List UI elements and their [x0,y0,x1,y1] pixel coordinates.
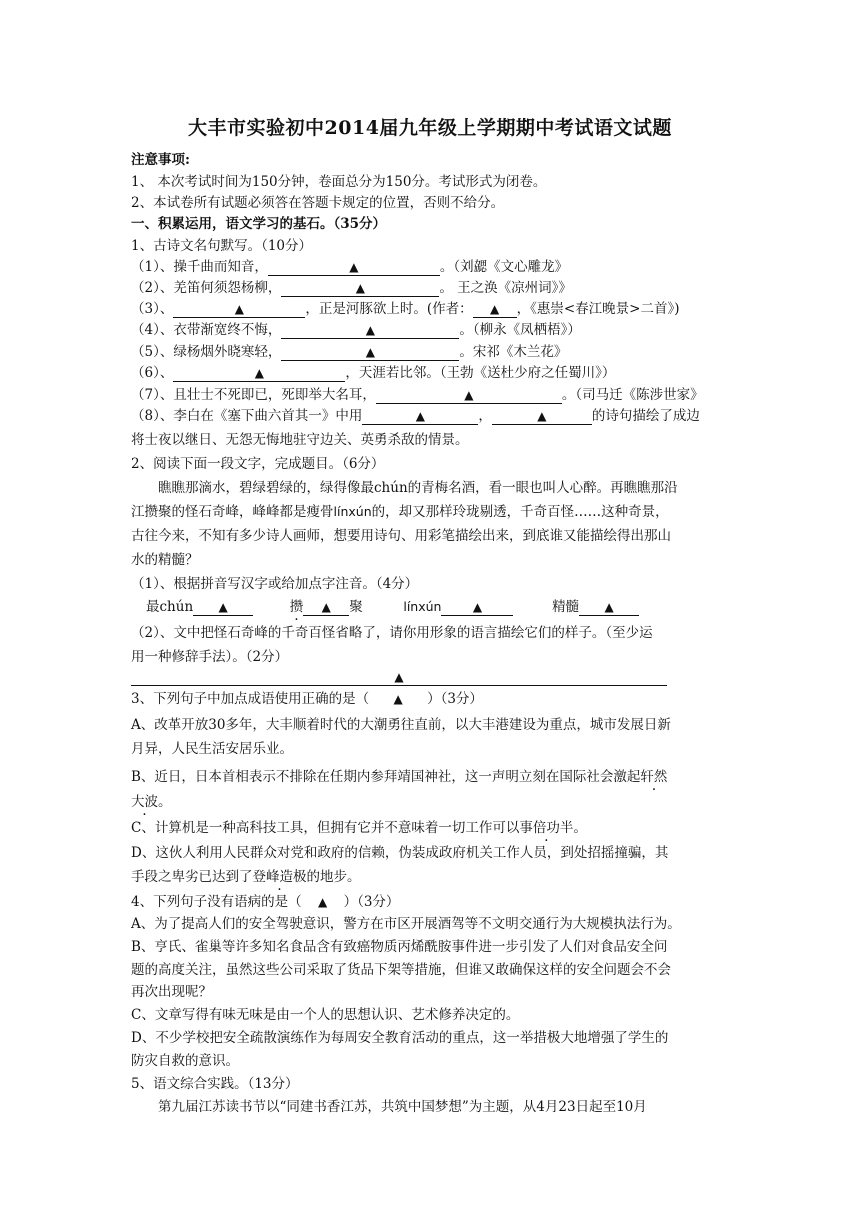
q1-line-8-cont: 将士夜以继日、无怨无悔地驻守边关、英勇杀敌的情景。 [131,432,469,448]
notice-item-1: 1、 本次考试时间为150分钟，卷面总分为150分。考试形式为闭卷。 [131,174,547,190]
q3-option-a-cont: 月异，人民生活安居乐业。 [131,741,293,757]
answer-blank[interactable]: ▲ [579,599,639,616]
q2-fill-row [146,598,639,616]
fill-item-2: 攒 ▲ 聚 [289,599,363,615]
answer-blank[interactable]: ▲ [268,259,440,276]
answer-blank[interactable]: ▲ [473,301,517,318]
q3-option-b: B、近日，日本首相表示不排除在任期内参拜靖国神社，这一声明立刻在国际社会激起轩然 [131,769,668,785]
notice-item-2: 2、本试卷所有试题必须答在答题卡规定的位置，否则不给分。 [131,195,505,211]
q1-heading: 1、古诗文名句默写。（10分） [131,238,313,254]
q5-passage-line-1: 第九届江苏读书节以“同建书香江苏，共筑中国梦想”为主题，从4月23日起至10月 [158,1099,647,1115]
q2-sub-2-cont: 用一种修辞手法）。（2分） [131,649,289,665]
q2-heading: 2、阅读下面一段文字，完成题目。（6分） [131,456,385,472]
q4-option-b-cont-2: 再次出现呢？ [131,984,212,1000]
answer-blank[interactable]: ▲ [131,669,667,686]
answer-blank[interactable]: ▲ [173,365,345,382]
q2-sub-2: （2）、文中把怪石奇峰的千奇百怪省略了，请你用形象的语言描绘它们的样子。（至少运 [131,625,653,641]
q4-option-b-cont-1: 题的高度关注，虽然这些公司采取了货品下架等措施，但谁又敢确保这样的安全问题会不会 [131,962,671,978]
answer-blank[interactable]: ▲ [362,408,478,425]
q3-option-a: A、改革开放30多年，大丰顺着时代的大潮勇往直前，以大丰港建设为重点，城市发展日新 [131,717,671,733]
q2-passage-line-3: 古往今来，不知有多少诗人画师，想要用诗句、用彩笔描绘出来，到底谁又能描绘得出那山 [131,528,671,544]
q4-heading: 4、下列句子没有语病的是（ ▲ ）（3分） [131,894,400,910]
q2-answer-line [131,668,667,686]
q1-line-4: （4）、衣带渐宽终不悔， ▲ 。（柳永《凤栖梧》） [131,322,581,338]
answer-blank[interactable]: ▲ [281,322,459,339]
q2-passage-line-2: 江攒聚的怪石奇峰，峰峰都是瘦骨línxún的，却又那样玲珑剔透，千奇百怪……这种奇景， [131,504,669,520]
q1-line-2: （2）、羌笛何须怨杨柳， ▲ 。 王之涣《凉州词》》 [131,280,572,296]
q2-sub-1: （1）、根据拼音写汉字或给加点字注音。（4分） [131,576,419,592]
page-title: 大丰市实验初中2014届九年级上学期期中考试语文试题 [188,117,672,139]
q3-option-d-cont: 手段之卑劣已达到了登峰造极的地步。 [131,869,361,885]
answer-blank[interactable]: ▲ [441,599,513,616]
q1-line-5: （5）、绿杨烟外晓寒轻， ▲ 。宋祁《木兰花》 [131,344,568,360]
q1-line-3: （3）、 ▲ ，正是河豚欲上时。(作者： ▲ ，《惠崇<春江晚景>二首》) [131,301,680,317]
q4-option-b: B、亨氏、雀巢等许多知名食品含有致癌物质丙烯酰胺事件进一步引发了人们对食品安全问 [131,939,668,955]
answer-slot[interactable]: ▲ [317,895,328,909]
q2-passage-line-4: 水的精髓？ [131,552,199,568]
q1-line-1: （1）、操千曲而知音， ▲ 。（刘勰《文心雕龙》 [131,259,569,275]
q5-heading: 5、语文综合实践。（13分） [131,1076,299,1092]
section-1-heading: 一、积累运用，语文学习的基石。（35分） [131,216,387,232]
q3-option-c: C、计算机是一种高科技工具，但拥有它并不意味着一切工作可以事倍功半。 [131,820,587,836]
q1-line-6: （6）、 ▲ ，天涯若比邻。（王勃《送杜少府之任蜀川》） [131,365,616,381]
q4-option-a: A、为了提高人们的安全驾驶意识，警方在市区开展酒驾等不文明交通行为大规模执法行为。 [131,916,681,932]
fill-item-4: 精髓 ▲ [552,599,639,615]
answer-blank[interactable]: ▲ [281,344,459,361]
q3-option-d: D、这伙人利用人民群众对党和政府的信赖，伪装成政府机关工作人员，到处招摇撞骗，其 [131,845,669,861]
q3-heading: 3、下列句子中加点成语使用正确的是（ ▲ ）（3分） [131,691,483,707]
q2-passage-line-1: 瞧瞧那滴水，碧绿碧绿的，绿得像最chún的青梅名酒，看一眼也叫人心醉。再瞧瞧那沿 [158,480,678,496]
q1-line-8: （8）、李白在《塞下曲六首其一》中用 ▲ ， ▲ 的诗句描绘了成边 [131,408,700,424]
q3-option-b-cont: 大波。 [131,794,172,810]
answer-blank[interactable]: ▲ [303,599,349,616]
q4-option-d: D、不少学校把安全疏散演练作为每周安全教育活动的重点，这一举措极大地增强了学生的 [131,1030,669,1046]
fill-item-3: línxún ▲ [403,599,513,615]
q4-option-d-cont: 防灾自救的意识。 [131,1053,239,1069]
answer-blank[interactable]: ▲ [173,301,305,318]
q4-option-c: C、文章写得有味无味是由一个人的思想认识、艺术修养决定的。 [131,1007,520,1023]
answer-blank[interactable]: ▲ [492,408,592,425]
fill-item-1: 最chún ▲ [146,599,253,615]
answer-blank[interactable]: ▲ [281,280,439,297]
answer-slot[interactable]: ▲ [393,692,403,706]
answer-blank[interactable]: ▲ [376,387,562,404]
notice-heading: 注意事项: [131,152,190,168]
q1-line-7: （7）、且壮士不死即已，死即举大名耳， ▲ 。（司马迁《陈涉世家》 [131,387,704,403]
answer-blank[interactable]: ▲ [193,599,253,616]
